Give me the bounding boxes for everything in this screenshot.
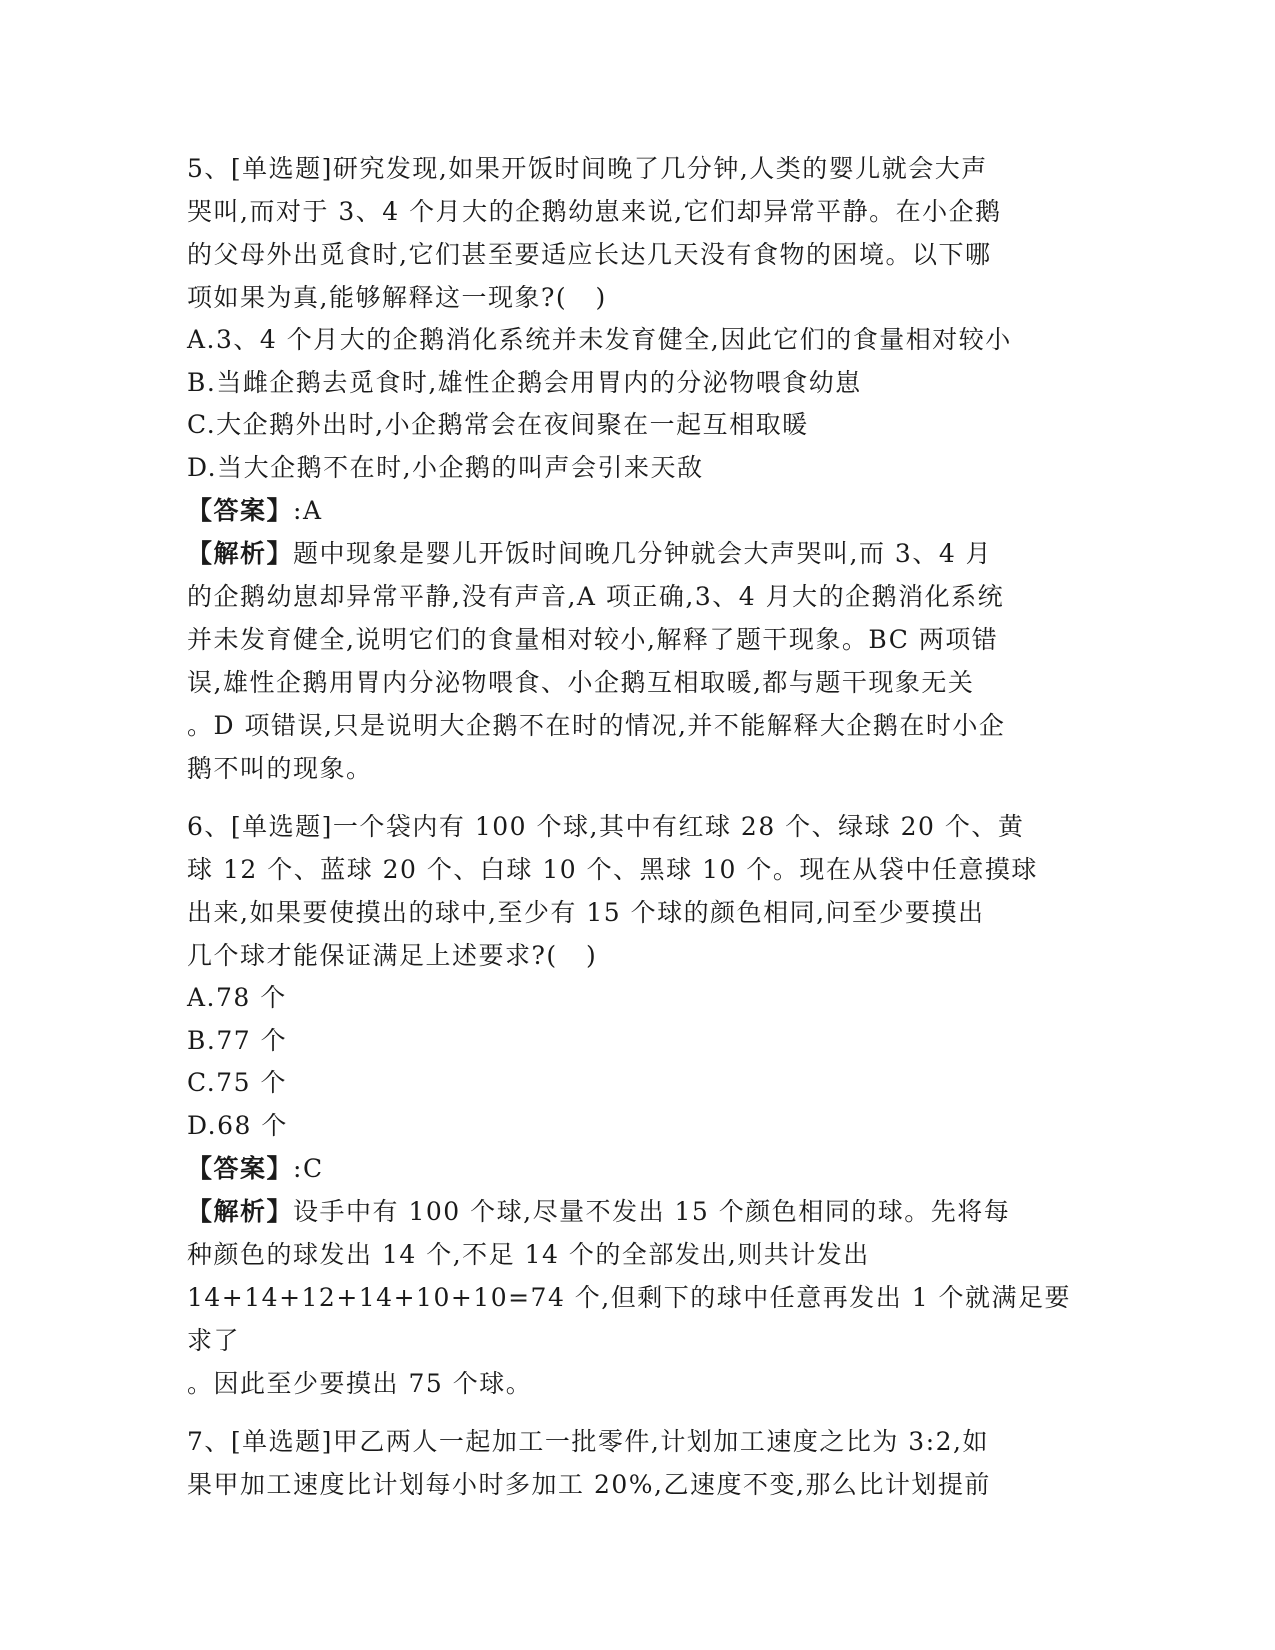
question-stem-line: 7、[单选题]甲乙两人一起加工一批零件,计划加工速度之比为 3:2,如 xyxy=(187,1427,989,1456)
answer-value: :A xyxy=(293,496,323,525)
analysis-text: 题中现象是婴儿开饭时间晚几分钟就会大声哭叫,而 3、4 月 xyxy=(293,539,993,568)
question-list xyxy=(187,147,1087,1521)
option-b: B.当雌企鹅去觅食时,雄性企鹅会用胃内的分泌物喂食幼崽 xyxy=(187,367,862,397)
analysis-line: 。D 项错误,只是说明大企鹅不在时的情况,并不能解释大企鹅在时小企 xyxy=(187,711,1006,740)
question-7 xyxy=(187,1420,1087,1506)
question-stem-line: 项如果为真,能够解释这一现象?( ) xyxy=(187,283,607,312)
analysis-line: 误,雄性企鹅用胃内分泌物喂食、小企鹅互相取暖,都与题干现象无关 xyxy=(187,668,975,697)
answer-label: 【答案】 xyxy=(187,496,294,525)
question-stem-line: 球 12 个、蓝球 20 个、白球 10 个、黑球 10 个。现在从袋中任意摸球 xyxy=(187,855,1038,884)
analysis-line: 的企鹅幼崽却异常平静,没有声音,A 项正确,3、4 月大的企鹅消化系统 xyxy=(187,582,1005,611)
analysis-line: 种颜色的球发出 14 个,不足 14 个的全部发出,则共计发出 xyxy=(187,1240,870,1269)
option-c: C.大企鹅外出时,小企鹅常会在夜间聚在一起互相取暖 xyxy=(187,410,809,439)
option-d: D.当大企鹅不在时,小企鹅的叫声会引来天敌 xyxy=(187,452,704,482)
analysis-label: 【解析】 xyxy=(187,1197,294,1226)
option-d: D.68 个 xyxy=(187,1110,288,1140)
option-a: A.78 个 xyxy=(187,983,287,1012)
question-6 xyxy=(187,805,1087,1405)
analysis-label: 【解析】 xyxy=(187,539,294,568)
answer-line xyxy=(187,1147,1087,1190)
analysis-line: 。因此至少要摸出 75 个球。 xyxy=(187,1369,533,1398)
analysis-line: 14+14+12+14+10+10=74 个,但剩下的球中任意再发出 1 个就满足要求了 xyxy=(187,1283,1072,1355)
answer-line xyxy=(187,489,1087,532)
option-b: B.77 个 xyxy=(187,1025,288,1055)
answer-value: :C xyxy=(293,1154,324,1183)
question-stem-line: 哭叫,而对于 3、4 个月大的企鹅幼崽来说,它们却异常平静。在小企鹅 xyxy=(187,197,1002,226)
question-stem-line: 果甲加工速度比计划每小时多加工 20%,乙速度不变,那么比计划提前 xyxy=(187,1470,991,1499)
question-stem-line: 的父母外出觅食时,它们甚至要适应长达几天没有食物的困境。以下哪 xyxy=(187,240,992,269)
answer-label: 【答案】 xyxy=(187,1154,294,1183)
analysis-text: 设手中有 100 个球,尽量不发出 15 个颜色相同的球。先将每 xyxy=(293,1197,1011,1226)
analysis-line: 并未发育健全,说明它们的食量相对较小,解释了题干现象。BC 两项错 xyxy=(187,625,999,654)
question-stem-line: 5、[单选题]研究发现,如果开饭时间晚了几分钟,人类的婴儿就会大声 xyxy=(187,154,988,183)
question-stem-line: 出来,如果要使摸出的球中,至少有 15 个球的颜色相同,问至少要摸出 xyxy=(187,898,985,927)
analysis-line xyxy=(187,1190,1087,1233)
question-5 xyxy=(187,147,1087,790)
question-stem-line: 6、[单选题]一个袋内有 100 个球,其中有红球 28 个、绿球 20 个、黄 xyxy=(187,812,1025,841)
option-a: A.3、4 个月大的企鹅消化系统并未发育健全,因此它们的食量相对较小 xyxy=(187,325,1012,354)
option-c: C.75 个 xyxy=(187,1068,287,1097)
analysis-line xyxy=(187,532,1087,575)
analysis-line: 鹅不叫的现象。 xyxy=(187,754,373,783)
question-stem-line: 几个球才能保证满足上述要求?( ) xyxy=(187,941,598,970)
